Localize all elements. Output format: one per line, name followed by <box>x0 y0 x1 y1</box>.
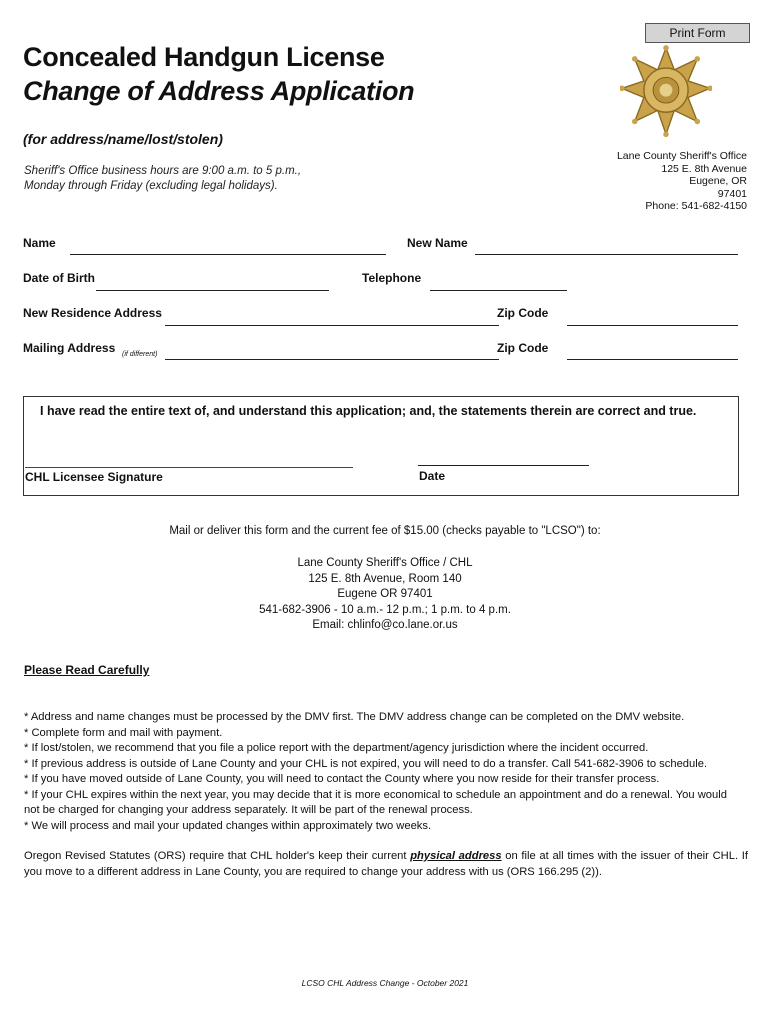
telephone-field[interactable] <box>430 290 567 291</box>
name-label: Name <box>23 236 56 250</box>
certification-statement: I have read the entire text of, and understand this application; and, the statements therein are correct and true. <box>40 404 697 418</box>
print-form-button[interactable]: Print Form <box>645 23 750 43</box>
signature-field[interactable] <box>25 467 353 468</box>
please-read-heading: Please Read Carefully <box>24 663 150 677</box>
signature-label: CHL Licensee Signature <box>25 470 163 484</box>
office-city: Eugene, OR <box>689 175 747 187</box>
notice-bullet: * Complete form and mail with payment. <box>24 726 223 739</box>
mail-phone-hours: 541-682-3906 - 10 a.m.- 12 p.m.; 1 p.m. to 4 p.m. <box>259 603 511 616</box>
office-street: 125 E. 8th Avenue <box>661 162 747 175</box>
sheriff-badge-icon <box>620 44 712 140</box>
office-address <box>617 150 747 213</box>
mailing-address-label: Mailing Address <box>23 341 116 355</box>
business-hours-line1: Sheriff's Office business hours are 9:00 a.m. to 5 p.m., <box>24 165 302 177</box>
office-name: Lane County Sheriff's Office <box>616 150 747 162</box>
mailing-zip-label: Zip Code <box>497 341 549 355</box>
telephone-label: Telephone <box>362 271 422 285</box>
mail-email: Email: chlinfo@co.lane.or.us <box>312 619 458 631</box>
notice-bullet: * If your CHL expires within the next year, you may decide that it is more economical to schedule an appointment and do a renewal. You would not be charged for changing your address separately. It will be part of the renewal process. <box>24 788 727 816</box>
business-hours-line2: Monday through Friday (excluding legal holidays). <box>24 180 278 192</box>
name-field[interactable] <box>70 254 386 255</box>
ors-text-end: on file at all times with the issuer of their CHL. If you move to a different address in Lane County, you are required to change your address with us (ORS 166.295 (2)). <box>24 850 748 878</box>
zip-code-label: Zip Code <box>497 306 549 320</box>
form-footer: LCSO CHL Address Change - October 2021 <box>301 978 469 988</box>
office-zip: 97401 <box>717 187 747 200</box>
mailing-address-field[interactable] <box>165 359 499 360</box>
date-label: Date <box>419 469 446 483</box>
ors-text-start: Oregon Revised Statutes (ORS) require that CHL holder's keep their current <box>24 850 411 862</box>
form-purpose: (for address/name/lost/stolen) <box>23 131 223 147</box>
office-phone: Phone: 541-682-4150 <box>645 200 747 212</box>
new-residence-label: New Residence Address <box>23 306 162 320</box>
mail-address-line3: Eugene OR 97401 <box>337 588 433 600</box>
dob-field[interactable] <box>96 290 329 291</box>
notice-bullets <box>24 710 744 834</box>
business-hours <box>24 164 301 194</box>
ors-physical-address: physical address <box>410 850 502 862</box>
mail-instruction: Mail or deliver this form and the current fee of $15.00 (checks payable to "LCSO") to: <box>169 525 601 537</box>
ors-paragraph <box>24 849 748 880</box>
new-name-field[interactable] <box>475 254 738 255</box>
new-name-label: New Name <box>407 236 468 250</box>
if-different-note: (if different) <box>122 351 158 358</box>
form-title: Concealed Handgun License <box>23 42 385 72</box>
mailing-zip-field[interactable] <box>567 359 738 360</box>
new-residence-field[interactable] <box>165 325 499 326</box>
mail-address-line1: Lane County Sheriff's Office / CHL <box>297 557 473 569</box>
mail-address-block <box>0 556 770 634</box>
date-field[interactable] <box>418 465 589 466</box>
notice-bullet: * We will process and mail your updated changes within approximately two weeks. <box>24 819 432 832</box>
notice-bullet: * Address and name changes must be processed by the DMV first. The DMV address change can be completed on the DMV website. <box>24 711 685 723</box>
notice-bullet: * If previous address is outside of Lane County and your CHL is not expired, you will need to do a transfer. Call 541-682-3906 to schedule. <box>24 757 708 770</box>
dob-label: Date of Birth <box>23 271 95 285</box>
form-subtitle-title: Change of Address Application <box>23 76 415 106</box>
zip-code-field[interactable] <box>567 325 738 326</box>
notice-bullet: * If you have moved outside of Lane County, you will need to contact the County where you now reside for their transfer process. <box>24 773 660 785</box>
notice-bullet: * If lost/stolen, we recommend that you file a police report with the department/agency jurisdiction where the incident occurred. <box>24 742 649 754</box>
mail-address-line2: 125 E. 8th Avenue, Room 140 <box>308 572 462 585</box>
